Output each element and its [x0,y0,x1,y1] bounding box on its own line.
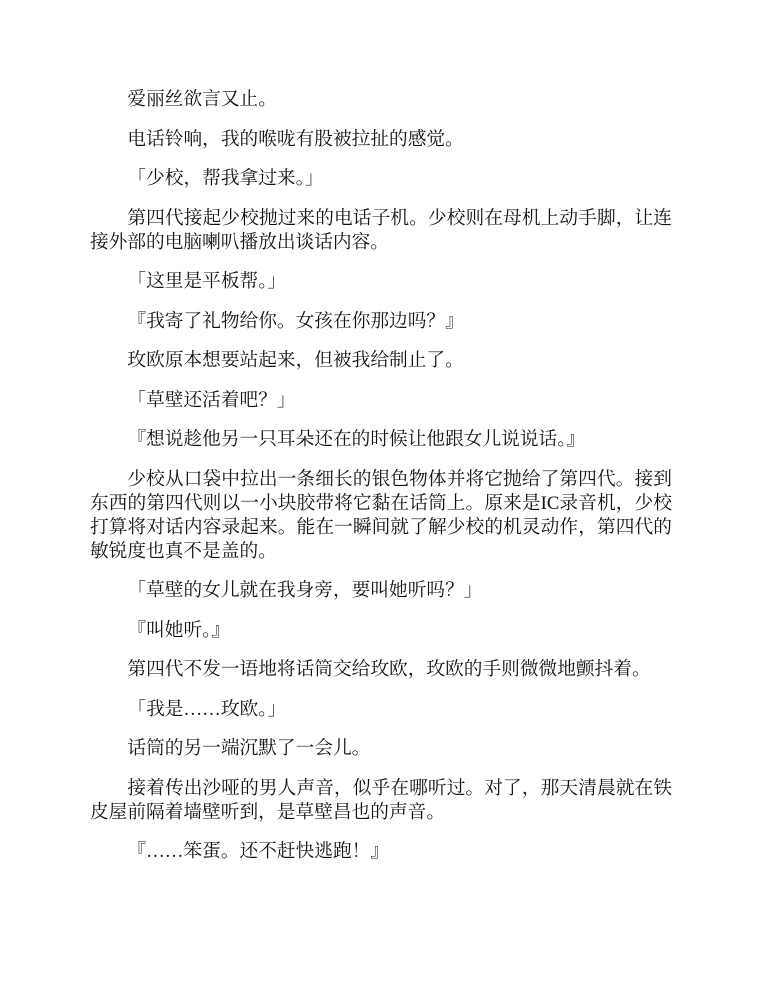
document-page [90,88,672,880]
paragraph: 第四代不发一语地将话筒交给玫欧，玫欧的手则微微地颤抖着。 [127,659,651,680]
paragraph: 「草壁的女儿就在我身旁，要叫她听吗？」 [127,580,483,601]
paragraph: 「草壁还活着吧？」 [127,389,296,411]
paragraph: 少校从口袋中拉出一条细长的银色物体并将它抛给了第四代。接到东西的第四代则以一小块胶带将它黏在话筒上。原来是IC录音机，少校打算将对话内容录起来。能在一瞬间就了解少校的机灵动作，第四代的敏锐度也真不是盖的。 [90,468,672,562]
paragraph: 第四代接起少校抛过来的电话子机。少校则在母机上动手脚，让连接外部的电脑喇叭播放出谈话内容。 [90,207,672,253]
paragraph: 玫欧原本想要站起来，但被我给制止了。 [127,350,464,371]
paragraph: 「这里是平板帮。」 [127,271,287,292]
paragraph: 电话铃响，我的喉咙有股被拉扯的感觉。 [127,128,464,150]
paragraph: 「我是……玫欧。」 [127,698,287,720]
paragraph: 话筒的另一端沉默了一会儿。 [127,738,371,759]
paragraph: 「少校，帮我拿过来。」 [127,168,324,189]
paragraph: 『叫她听。』 [127,619,231,641]
paragraph: 接着传出沙哑的男人声音，似乎在哪听过。对了，那天清晨就在铁皮屋前隔着墙壁听到，是草壁昌也的声音。 [90,777,672,823]
paragraph: 『我寄了礼物给你。女孩在你那边吗？』 [127,310,464,332]
paragraph: 『想说趁他另一只耳朵还在的时候让他跟女儿说说话。』 [127,429,586,450]
paragraph: 『……笨蛋。还不赶快逃跑！』 [127,841,390,862]
paragraph: 爱丽丝欲言又止。 [127,89,277,110]
